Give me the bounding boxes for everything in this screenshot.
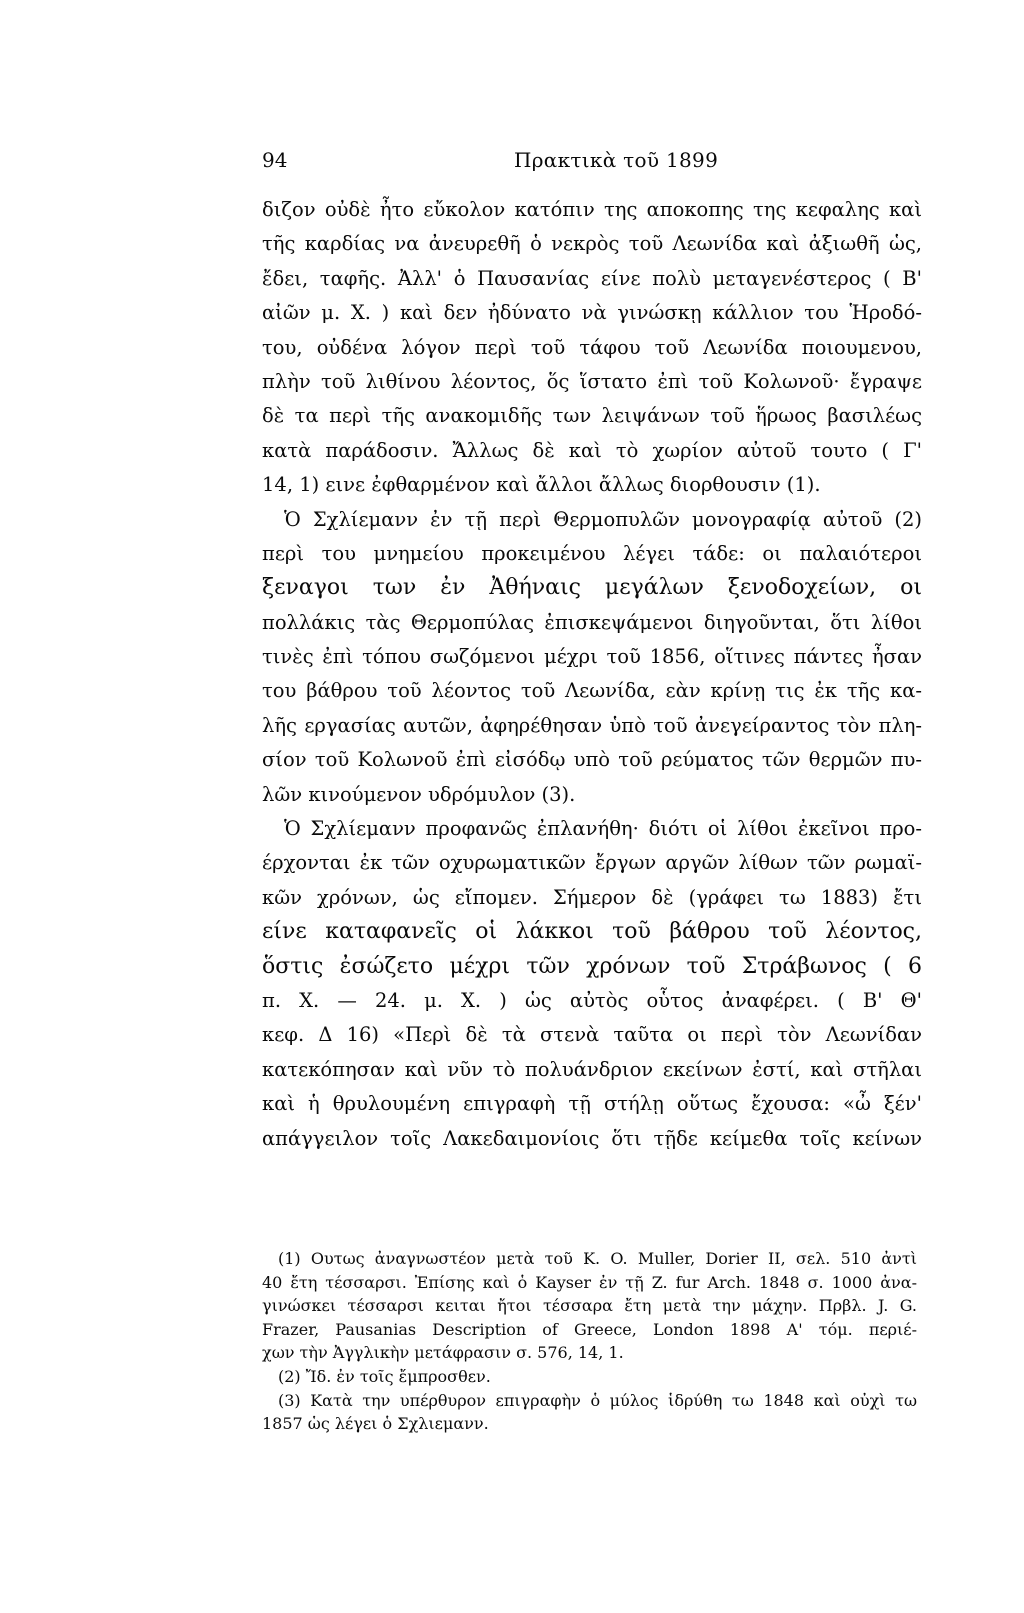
text-line: κατὰ παράδοσιν. Ἄλλως δὲ καὶ τὸ χωρίον αὐτοῦ τουτο ( Γ' — [262, 438, 922, 462]
text-line: σίον τοῦ Κολωνοῦ ἐπὶ εἰσόδῳ υπὸ τοῦ ρεύματος τῶν θερμῶν πυ- — [262, 748, 922, 772]
text-line: έρχονται ἐκ τῶν οχυρωματικῶν ἔργων αργῶν λίθων τῶν ρωμαϊ- — [262, 851, 922, 875]
text-line: περὶ του μνημείου προκειμένου λέγει τάδε: οι παλαιότεροι — [262, 541, 922, 565]
footnote-line: χων τὴν Ἀγγλικὴν μετάφρασιν σ. 576, 14, 1. — [262, 1343, 624, 1363]
page-number: 94 — [262, 148, 288, 172]
text-line: κῶν χρόνων, ὡς εἴπομεν. Σήμερον δὲ (γράφει τω 1883) ἔτι — [262, 885, 922, 909]
text-line: λῶν κινούμενον υδρόμυλον (3). — [262, 782, 576, 806]
text-line: του, οὐδένα λόγον περὶ τοῦ τάφου τοῦ Λεωνίδα ποιουμενου, — [262, 335, 922, 359]
text-line: πλὴν τοῦ λιθίνου λέοντος, ὅς ἵστατο ἐπὶ τοῦ Κολωνοῦ· ἔγραψε — [262, 369, 922, 393]
text-line: κατεκόπησαν καὶ νῦν τὸ πολυάνδριον εκείνων ἐστί, καὶ στῆλαι — [262, 1057, 922, 1081]
text-line: κεφ. Δ 16) «Περὶ δὲ τὰ στενὰ ταῦτα οι περὶ τὸν Λεωνίδαν — [262, 1023, 922, 1047]
footnote-line: Frazer, Pausanias Description of Greece, London 1898 A' τόμ. περιέ- — [262, 1319, 917, 1339]
footnote-line: (2) Ἴδ. ἐν τοῖς ἔμπροσθεν. — [278, 1366, 491, 1386]
text-line: απάγγειλον τοῖς Λακεδαιμονίοις ὅτι τῇδε κείμεθα τοῖς κείνων — [262, 1126, 922, 1150]
text-line: ξεναγοι των ἐν Ἀθήναις μεγάλων ξενοδοχείων, οι — [262, 575, 922, 601]
text-line: δὲ τα περὶ τῆς ανακομιδῆς των λειψάνων τοῦ ἥρωος βασιλέως — [262, 404, 922, 428]
text-line: διζον οὐδὲ ἦτο εὔκολον κατόπιν της αποκοπης της κεφαλης καὶ — [262, 198, 922, 221]
footnote-line: (3) Κατὰ την υπέρθυρον επιγραφὴν ὁ μύλος ἱδρύθη τω 1848 καὶ οὐχὶ τω — [278, 1390, 917, 1410]
text-line: είνε καταφανεῖς οἱ λάκκοι τοῦ βάθρου τοῦ λέοντος, — [262, 919, 922, 945]
text-line: καὶ ἡ θρυλουμένη επιγραφὴ τῇ στήλῃ οὕτως ἔχουσα: «ὦ ξέν' — [262, 1092, 922, 1116]
text-line: του βάθρου τοῦ λέοντος τοῦ Λεωνίδα, εὰν κρίνῃ τις ἐκ τῆς κα- — [262, 679, 922, 703]
text-line: π. Χ. — 24. μ. Χ. ) ὡς αὐτὸς οὗτος ἀναφέρει. ( Β' Θ' — [262, 988, 922, 1012]
text-line: τινὲς ἐπὶ τόπου σωζόμενοι μέχρι τοῦ 1856, οἵτινες πάντες ἦσαν — [262, 645, 922, 669]
footnotes — [262, 1247, 917, 1436]
header-title: Πρακτικὰ τοῦ 1899 — [514, 148, 719, 172]
text-line: 14, 1) εινε ἐφθαρμένον καὶ ἄλλοι ἄλλως διορθουσιν (1). — [262, 473, 821, 497]
footnote-line: γινώσκει τέσσαρσι κειται ἤτοι τέσσαρα ἔτη μετὰ την μάχην. Πρβλ. J. G. — [262, 1296, 917, 1316]
text-line: ἔδει, ταφῆς. Ἀλλ' ὁ Παυσανίας είνε πολὺ μεταγενέστερος ( Β' — [262, 266, 922, 290]
running-head — [262, 148, 912, 178]
text-line: λῆς εργασίας αυτῶν, ἀφηρέθησαν ὑπὸ τοῦ ἀνεγείραντος τὸν πλη- — [262, 713, 922, 737]
text-line: Ὁ Σχλίεμανν ἐν τῇ περὶ Θερμοπυλῶν μονογραφίᾳ αὐτοῦ (2) — [284, 507, 922, 531]
footnote-line: 40 ἔτη τέσσαρσι. Ἐπίσης καὶ ὁ Kayser ἐν τῇ Z. fur Arch. 1848 σ. 1000 ἀνα- — [262, 1272, 917, 1292]
text-line: τῆς καρδίας να ἀνευρεθῆ ὁ νεκρὸς τοῦ Λεωνίδα καὶ ἀξιωθῆ ὡς, — [262, 232, 922, 256]
text-line: αἰῶν μ. Χ. ) καὶ δεν ἠδύνατο νὰ γινώσκῃ κάλλιον του Ἡροδό- — [262, 301, 922, 325]
footnote-line: 1857 ὡς λέγει ὁ Σχλιεμανν. — [262, 1414, 489, 1434]
text-line: Ὁ Σχλίεμανν προφανῶς ἐπλανήθη· διότι οἱ λίθοι ἐκεῖνοι προ- — [284, 817, 922, 841]
text-line: ὅστις ἐσώζετο μέχρι τῶν χρόνων τοῦ Στράβωνος ( 6 — [262, 953, 922, 979]
main-text — [262, 193, 922, 1156]
text-line: πολλάκις τὰς Θερμοπύλας ἐπισκεψάμενοι διηγοῦνται, ὅτι λίθοι — [262, 610, 922, 634]
footnote-line: (1) Ουτως ἀναγνωστέον μετὰ τοῦ K. O. Muller, Dorier II, σελ. 510 ἀντὶ — [278, 1249, 917, 1268]
